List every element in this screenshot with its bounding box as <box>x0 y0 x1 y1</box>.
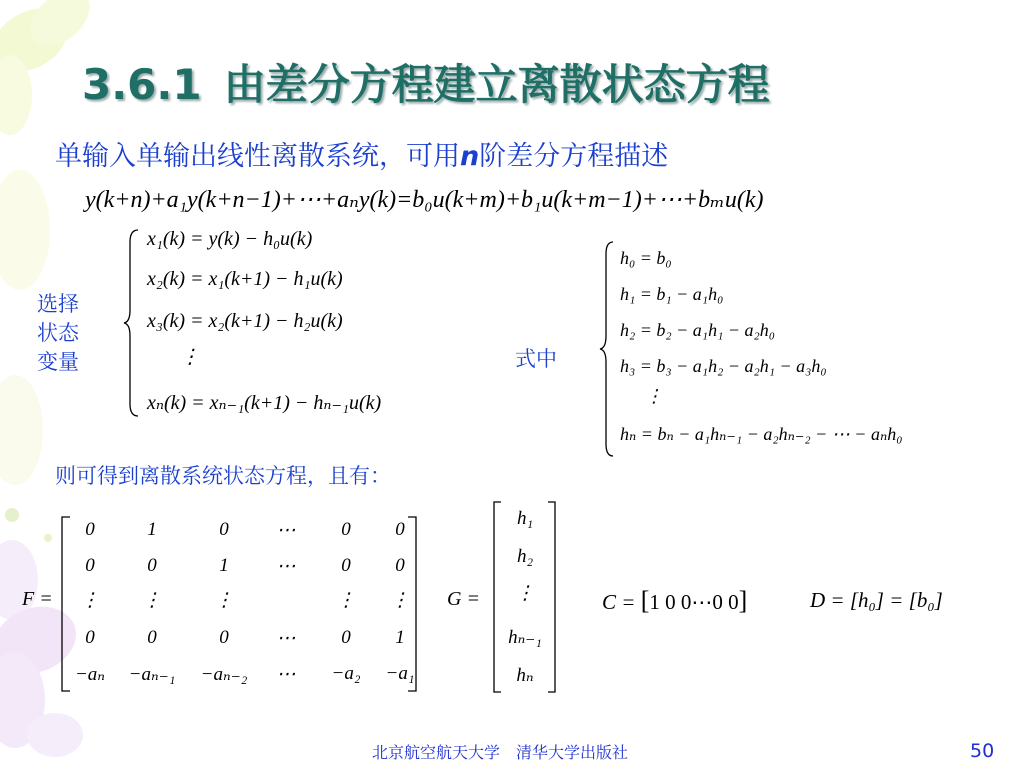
matrix-f-entry: ⋮ <box>80 590 100 611</box>
subtitle-after: 阶差分方程描述 <box>479 141 669 172</box>
difference-equation: y(k+n)+a₁y(k+n−1)+⋯+aₙy(k)=b₀u(k+m)+b₁u(k+m−1)+⋯+bₘu(k) <box>85 187 764 213</box>
matrix-g-entry: hₙ₋₁ <box>508 627 542 648</box>
matrix-f-entry: 0 <box>341 519 351 540</box>
matrix-f-entry: −a₂ <box>331 663 361 684</box>
matrix-f-entry: 0 <box>147 627 157 648</box>
state-eq-row: x₂(k) = x₁(k+1) − h₁u(k) <box>147 268 343 290</box>
coef-row: h₀ = b₀ <box>620 248 672 268</box>
conclusion-text: 则可得到离散系统状态方程，且有： <box>55 464 391 488</box>
state-eq-row: x₁(k) = y(k) − h₀u(k) <box>147 228 313 250</box>
matrix-g-entry: hₙ <box>516 665 534 686</box>
matrix-f <box>55 515 425 693</box>
coef-row: hₙ = bₙ − a₁hₙ₋₁ − a₂hₙ₋₂ − ⋯ − aₙh₀ <box>620 424 903 444</box>
matrix-f-entry: −aₙ₋₁ <box>128 664 176 685</box>
matrix-f-entry: 0 <box>85 555 95 576</box>
matrix-d: D = [h₀] = [b₀] <box>810 588 943 612</box>
matrix-f-entry: 0 <box>341 555 351 576</box>
matrix-f-entry: ⋮ <box>390 590 410 611</box>
matrix-f-entry: ⋮ <box>214 590 234 611</box>
matrix-f-entry: 0 <box>219 519 229 540</box>
matrix-f-entry: −a₁ <box>385 663 415 684</box>
matrix-f-entry: 0 <box>147 555 157 576</box>
section-number: 3.6.1 <box>82 60 202 109</box>
state-eq-row: x₃(k) = x₂(k+1) − h₂u(k) <box>147 310 343 332</box>
state-eq-row: xₙ(k) = xₙ₋₁(k+1) − hₙ₋₁u(k) <box>147 392 382 414</box>
right-system-brace <box>598 240 616 458</box>
matrix-f-entry: ⋮ <box>142 590 162 611</box>
matrix-f-entry: 0 <box>395 555 405 576</box>
matrix-f-entry: ⋯ <box>276 628 296 649</box>
footer-publisher: 北京航空航天大学 清华大学出版社 <box>372 743 629 762</box>
matrix-g-entry: h₁ <box>516 508 534 529</box>
matrix-g-entry: ⋮ <box>515 583 535 604</box>
subtitle-n: n <box>460 141 480 172</box>
label-line: 状态 <box>37 321 79 345</box>
matrix-f-entry: 0 <box>85 519 95 540</box>
slide-title <box>82 52 770 112</box>
label-line: 变量 <box>37 350 79 374</box>
subtitle-before: 单输入单输出线性离散系统，可用 <box>55 141 460 172</box>
matrix-f-entry: ⋮ <box>336 590 356 611</box>
matrix-c-content: 1 0 0⋯0 0 <box>649 590 739 614</box>
matrix-f-entry: 1 <box>395 627 405 648</box>
subtitle <box>55 134 668 173</box>
matrix-f-entry: 0 <box>395 519 405 540</box>
matrix-f-entry: ⋯ <box>276 664 296 685</box>
matrix-f-entry: 1 <box>147 519 157 540</box>
where-label: 式中 <box>515 347 557 371</box>
matrix-f-entry: −aₙ <box>74 664 106 685</box>
matrix-f-entry: 0 <box>219 627 229 648</box>
state-eq-row: ⋮ <box>180 346 200 368</box>
coef-row: ⋮ <box>645 386 663 406</box>
coef-row: h₃ = b₃ − a₁h₂ − a₂h₁ − a₃h₀ <box>620 356 827 376</box>
state-variable-label <box>37 290 79 377</box>
title-text: 由差分方程建立离散状态方程 <box>223 60 770 109</box>
matrix-g-label: G = <box>447 588 480 610</box>
matrix-c: C = [1 0 0⋯0 0] <box>602 586 748 615</box>
matrix-f-entry: ⋯ <box>276 520 296 541</box>
matrix-f-label: F = <box>22 588 53 610</box>
matrix-f-entry: 0 <box>341 627 351 648</box>
matrix-f-entry: 0 <box>85 627 95 648</box>
left-brace <box>122 228 142 418</box>
matrix-f-entry: ⋯ <box>276 556 296 577</box>
matrix-f-entry: −aₙ₋₂ <box>200 664 248 685</box>
matrix-g-entry: h₂ <box>516 546 534 567</box>
matrix-f-entry: 1 <box>219 555 229 576</box>
label-line: 选择 <box>37 292 79 316</box>
page-number: 50 <box>970 740 995 762</box>
coef-row: h₁ = b₁ − a₁h₀ <box>620 284 724 304</box>
coef-row: h₂ = b₂ − a₁h₁ − a₂h₀ <box>620 320 775 340</box>
matrix-c-label: C = <box>602 590 636 614</box>
